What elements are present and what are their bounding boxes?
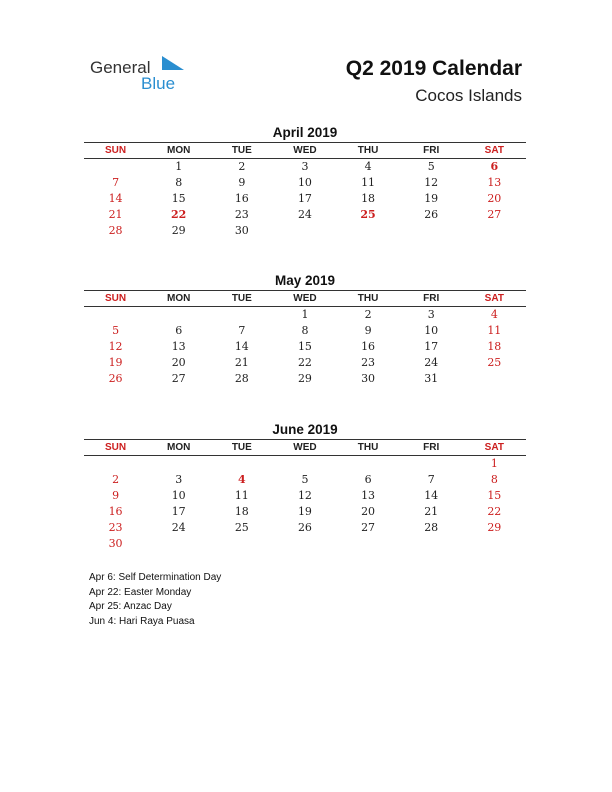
weekday-fri: FRI [423, 293, 440, 304]
day-cell: 25 [487, 356, 502, 369]
day-cell: 13 [487, 176, 502, 189]
day-cell: 11 [234, 489, 249, 502]
day-cell: 16 [234, 192, 249, 205]
weekday-wed: WED [293, 145, 317, 156]
month-may [84, 272, 526, 387]
day-cell: 10 [171, 489, 186, 502]
empty-cell [463, 371, 526, 387]
day-cell: 12 [424, 176, 439, 189]
day-cell: 4 [237, 473, 246, 486]
day-cell: 3 [427, 308, 435, 321]
day-cell: 2 [112, 473, 120, 486]
day-cell: 12 [297, 489, 312, 502]
day-cell: 5 [427, 160, 435, 173]
month-title: June 2019 [272, 422, 338, 437]
empty-cell [147, 307, 210, 323]
day-cell: 30 [108, 537, 123, 550]
day-cell: 2 [364, 308, 372, 321]
empty-cell [273, 456, 336, 472]
day-cell: 7 [112, 176, 120, 189]
day-cell: 28 [234, 372, 249, 385]
day-cell: 14 [424, 489, 439, 502]
day-cell: 29 [297, 372, 312, 385]
day-grid [84, 307, 526, 387]
holiday-list [89, 571, 221, 629]
day-cell: 24 [171, 521, 186, 534]
empty-cell [210, 307, 273, 323]
day-cell: 16 [361, 340, 376, 353]
day-cell: 19 [297, 505, 312, 518]
month-april [84, 124, 526, 239]
logo-text-blue: Blue [141, 74, 176, 93]
day-cell: 26 [297, 521, 312, 534]
weekday-fri: FRI [423, 145, 440, 156]
day-cell: 5 [112, 324, 120, 337]
day-cell: 9 [238, 176, 246, 189]
empty-cell [463, 536, 526, 552]
day-cell: 6 [175, 324, 183, 337]
weekday-wed: WED [293, 293, 317, 304]
holiday-item: Apr 22: Easter Monday [89, 586, 192, 598]
month-june [84, 421, 526, 552]
weekday-sun: SUN [105, 442, 127, 453]
empty-cell [273, 223, 336, 239]
day-cell: 27 [487, 208, 502, 221]
day-cell: 23 [108, 521, 123, 534]
day-cell: 1 [175, 160, 183, 173]
day-cell: 1 [490, 457, 498, 470]
day-cell: 10 [424, 324, 439, 337]
month-title: April 2019 [272, 125, 338, 140]
day-cell: 8 [301, 324, 309, 337]
empty-cell [463, 223, 526, 239]
day-cell: 27 [171, 372, 186, 385]
generalblue-logo [90, 56, 200, 96]
empty-cell [337, 456, 400, 472]
day-cell: 3 [175, 473, 183, 486]
day-cell: 24 [424, 356, 439, 369]
empty-cell [147, 536, 210, 552]
day-cell: 22 [487, 505, 502, 518]
day-grid [84, 159, 526, 239]
day-cell: 21 [234, 356, 249, 369]
day-cell: 11 [361, 176, 376, 189]
day-cell: 1 [301, 308, 309, 321]
day-cell: 11 [487, 324, 502, 337]
holiday-item: Jun 4: Hari Raya Puasa [89, 615, 195, 627]
weekday-mon: MON [167, 442, 191, 453]
empty-cell [210, 456, 273, 472]
day-cell: 7 [427, 473, 435, 486]
weekday-header [84, 290, 526, 307]
weekday-thu: THU [357, 442, 379, 453]
day-cell: 2 [238, 160, 246, 173]
empty-cell [84, 307, 147, 323]
day-cell: 30 [234, 224, 249, 237]
day-cell: 21 [424, 505, 439, 518]
day-cell: 14 [234, 340, 249, 353]
weekday-header [84, 439, 526, 456]
day-cell: 9 [364, 324, 372, 337]
day-cell: 6 [364, 473, 372, 486]
month-title: May 2019 [274, 273, 336, 288]
empty-cell [210, 536, 273, 552]
page-title: Q2 2019 Calendar [345, 57, 522, 80]
weekday-thu: THU [357, 145, 379, 156]
day-cell: 15 [487, 489, 502, 502]
page-subtitle: Cocos Islands [415, 86, 522, 105]
holiday-item: Apr 6: Self Determination Day [89, 572, 222, 583]
day-grid [84, 456, 526, 552]
day-cell: 8 [490, 473, 498, 486]
day-cell: 21 [108, 208, 123, 221]
day-cell: 15 [171, 192, 186, 205]
day-cell: 23 [361, 356, 376, 369]
day-cell: 14 [108, 192, 123, 205]
weekday-tue: TUE [231, 442, 252, 453]
day-cell: 30 [361, 372, 376, 385]
empty-cell [273, 536, 336, 552]
day-cell: 18 [361, 192, 376, 205]
weekday-wed: WED [293, 442, 317, 453]
day-cell: 28 [108, 224, 123, 237]
weekday-sun: SUN [105, 293, 127, 304]
day-cell: 12 [108, 340, 123, 353]
weekday-mon: MON [167, 293, 191, 304]
empty-cell [337, 223, 400, 239]
day-cell: 31 [424, 372, 439, 385]
weekday-fri: FRI [423, 442, 440, 453]
day-cell: 20 [361, 505, 376, 518]
weekday-sun: SUN [105, 145, 127, 156]
day-cell: 4 [364, 160, 372, 173]
day-cell: 17 [297, 192, 312, 205]
day-cell: 17 [424, 340, 439, 353]
day-cell: 23 [234, 208, 249, 221]
weekday-sat: SAT [484, 145, 504, 156]
empty-cell [400, 223, 463, 239]
day-cell: 20 [171, 356, 186, 369]
day-cell: 5 [301, 473, 309, 486]
day-cell: 20 [487, 192, 502, 205]
holiday-item: Apr 25: Anzac Day [89, 601, 172, 612]
day-cell: 19 [108, 356, 123, 369]
empty-cell [400, 456, 463, 472]
weekday-tue: TUE [231, 293, 252, 304]
day-cell: 26 [108, 372, 123, 385]
day-cell: 9 [112, 489, 120, 502]
weekday-sat: SAT [484, 442, 504, 453]
day-cell: 15 [297, 340, 312, 353]
day-cell: 4 [490, 308, 498, 321]
day-cell: 18 [487, 340, 502, 353]
day-cell: 28 [424, 521, 439, 534]
day-cell: 13 [361, 489, 376, 502]
day-cell: 13 [171, 340, 186, 353]
day-cell: 16 [108, 505, 123, 518]
logo-text-general: General [90, 58, 151, 77]
day-cell: 3 [301, 160, 309, 173]
day-cell: 22 [297, 356, 312, 369]
day-cell: 26 [424, 208, 439, 221]
empty-cell [400, 536, 463, 552]
day-cell: 17 [171, 505, 186, 518]
weekday-thu: THU [357, 293, 379, 304]
empty-cell [84, 159, 147, 175]
day-cell: 29 [487, 521, 502, 534]
day-cell: 27 [361, 521, 376, 534]
empty-cell [337, 536, 400, 552]
weekday-mon: MON [167, 145, 191, 156]
day-cell: 8 [175, 176, 183, 189]
logo-triangle-icon [162, 56, 184, 70]
day-cell: 19 [424, 192, 439, 205]
empty-cell [84, 456, 147, 472]
weekday-sat: SAT [484, 293, 504, 304]
day-cell: 25 [234, 521, 249, 534]
weekday-header [84, 142, 526, 159]
day-cell: 29 [171, 224, 186, 237]
day-cell: 10 [297, 176, 312, 189]
empty-cell [147, 456, 210, 472]
day-cell: 25 [360, 208, 376, 221]
day-cell: 24 [297, 208, 312, 221]
day-cell: 18 [234, 505, 249, 518]
day-cell: 22 [171, 208, 187, 221]
weekday-tue: TUE [231, 145, 252, 156]
day-cell: 7 [238, 324, 246, 337]
day-cell: 6 [490, 160, 499, 173]
